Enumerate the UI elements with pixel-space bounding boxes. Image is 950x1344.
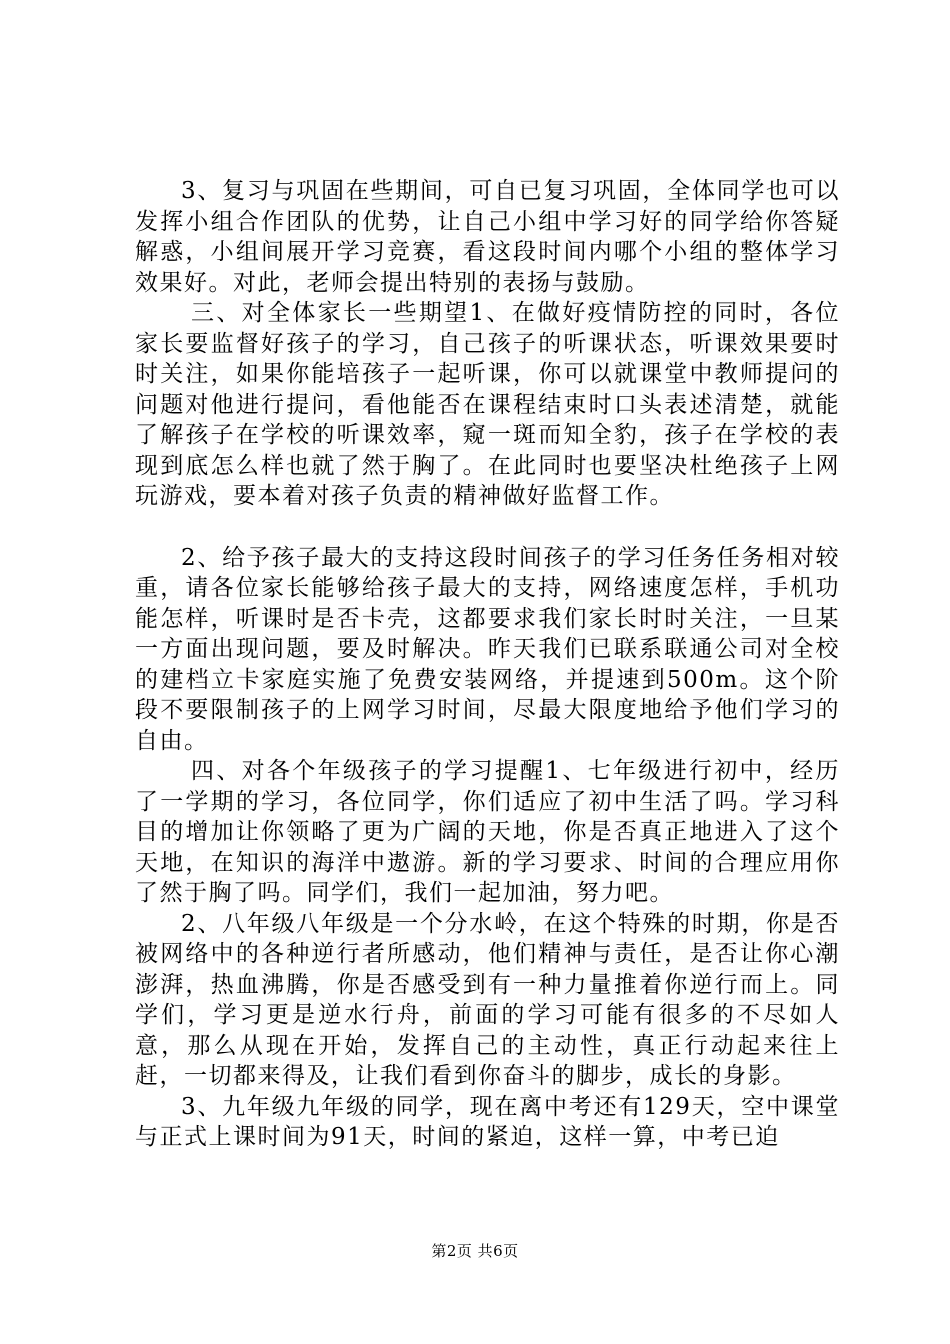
paragraph-review: 3、复习与巩固在些期间，可自已复习巩固，全体同学也可以发挥小组合作团队的优势，让自己小组中学习好的同学给你答疑解惑，小组间展开学习竞赛，看这段时间内哪个小组的整体学习效果好。对此，老师会提出特别的表扬与鼓励。 (135, 178, 840, 296)
paragraph-grade-nine: 3、九年级九年级的同学，现在离中考还有129天，空中课堂与正式上课时间为91天，时间的紧迫，这样一算，中考已迫 (135, 1093, 840, 1150)
paragraph-grade-seven: 四、对各个年级孩子的学习提醒1、七年级进行初中，经历了一学期的学习，各位同学，你们适应了初中生活了吗。学习科目的增加让你领略了更为广阔的天地，你是否真正地进入了这个天地，在知识的海洋中遨游。新的学习要求、时间的合理应用你了然于胸了吗。同学们，我们一起加油，努力吧。 (135, 758, 840, 906)
paragraph-parents-expectations: 三、对全体家长一些期望1、在做好疫情防控的同时，各位家长要监督好孩子的学习，自己孩子的听课状态，听课效果要时时关注，如果你能培孩子一起听课，你可以就课堂中教师提问的问题对他进行提问，看他能否在课程结束时口头表述清楚，就能了解孩子在学校的听课效率，窥一斑而知全豹，孩子在学校的表现到底怎么样也就了然于胸了。在此同时也要坚决杜绝孩子上网玩游戏，要本着对孩子负责的精神做好监督工作。 (135, 300, 840, 509)
paragraph-grade-eight: 2、八年级八年级是一个分水岭，在这个特殊的时期，你是否被网络中的各种逆行者所感动，他们精神与责任，是否让你心潮澎湃，热血沸腾，你是否感受到有一种力量推着你逆行而上。同学们，学习更是逆水行舟，前面的学习可能有很多的不尽如人意，那么从现在开始，发挥自己的主动性，真正行动起来往上赶，一切都来得及，让我们看到你奋斗的脚步，成长的身影。 (135, 910, 840, 1089)
document-body (135, 176, 840, 1153)
page-number-footer: 第2页 共6页 (431, 1242, 519, 1260)
paragraph-parents-support: 2、给予孩子最大的支持这段时间孩子的学习任务任务相对较重，请各位家长能够给孩子最大的支持，网络速度怎样，手机功能怎样，听课时是否卡壳，这都要求我们家长时时关注，一旦某一方面出现问题，要及时解决。昨天我们已联系联通公司对全校的建档立卡家庭实施了免费安装网络，并提速到500m。这个阶段不要限制孩子的上网学习时间，尽最大限度地给予他们学习的自由。 (135, 544, 840, 754)
